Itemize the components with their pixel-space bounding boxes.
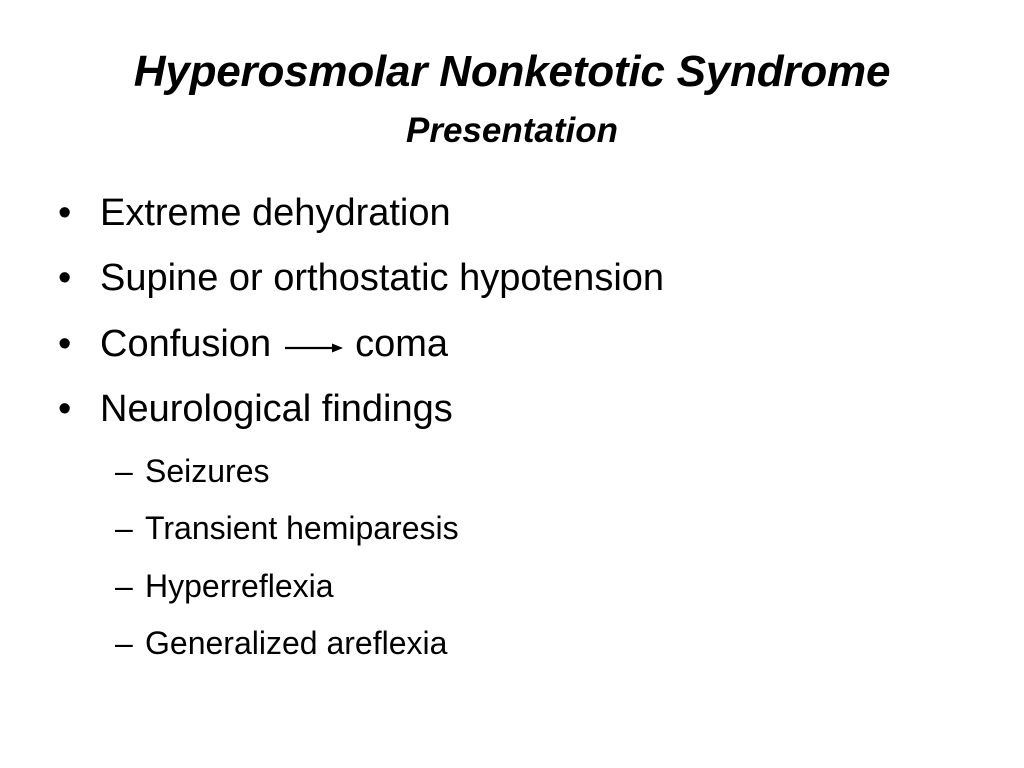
sub-list-item-hyperreflexia bbox=[115, 567, 334, 605]
dash-icon: – bbox=[115, 453, 133, 489]
dash-icon: – bbox=[115, 625, 133, 661]
slide-title: Hyperosmolar Nonketotic Syndrome bbox=[133, 47, 891, 96]
list-item-text-after: coma bbox=[355, 323, 449, 365]
list-item-text: Supine or orthostatic hypotension bbox=[100, 257, 665, 299]
list-item-text: Neurological findings bbox=[100, 388, 453, 430]
sub-list-item-text: Seizures bbox=[145, 453, 270, 489]
list-item-text-before: Confusion bbox=[100, 323, 272, 365]
bullet-icon: • bbox=[58, 192, 72, 234]
bullet-icon: • bbox=[58, 388, 72, 430]
sub-list-item-text: Generalized areflexia bbox=[145, 625, 448, 661]
sub-list-item-areflexia bbox=[115, 624, 447, 662]
sub-list-item-seizures bbox=[115, 452, 270, 490]
list-item-extreme-dehydration bbox=[58, 191, 451, 235]
sub-list-item-text: Transient hemiparesis bbox=[145, 510, 459, 546]
list-item-neurological-findings bbox=[58, 387, 453, 431]
slide-subtitle: Presentation bbox=[406, 111, 618, 150]
list-item-confusion-coma bbox=[58, 322, 448, 366]
dash-icon: – bbox=[115, 510, 133, 546]
sub-list-item-text: Hyperreflexia bbox=[145, 568, 334, 604]
list-item-hypotension bbox=[58, 256, 664, 300]
right-arrow-icon bbox=[285, 336, 343, 356]
bullet-icon: • bbox=[58, 323, 72, 365]
list-item-text: Extreme dehydration bbox=[100, 192, 451, 234]
bullet-icon: • bbox=[58, 257, 72, 299]
dash-icon: – bbox=[115, 568, 133, 604]
sub-list-item-hemiparesis bbox=[115, 509, 459, 547]
